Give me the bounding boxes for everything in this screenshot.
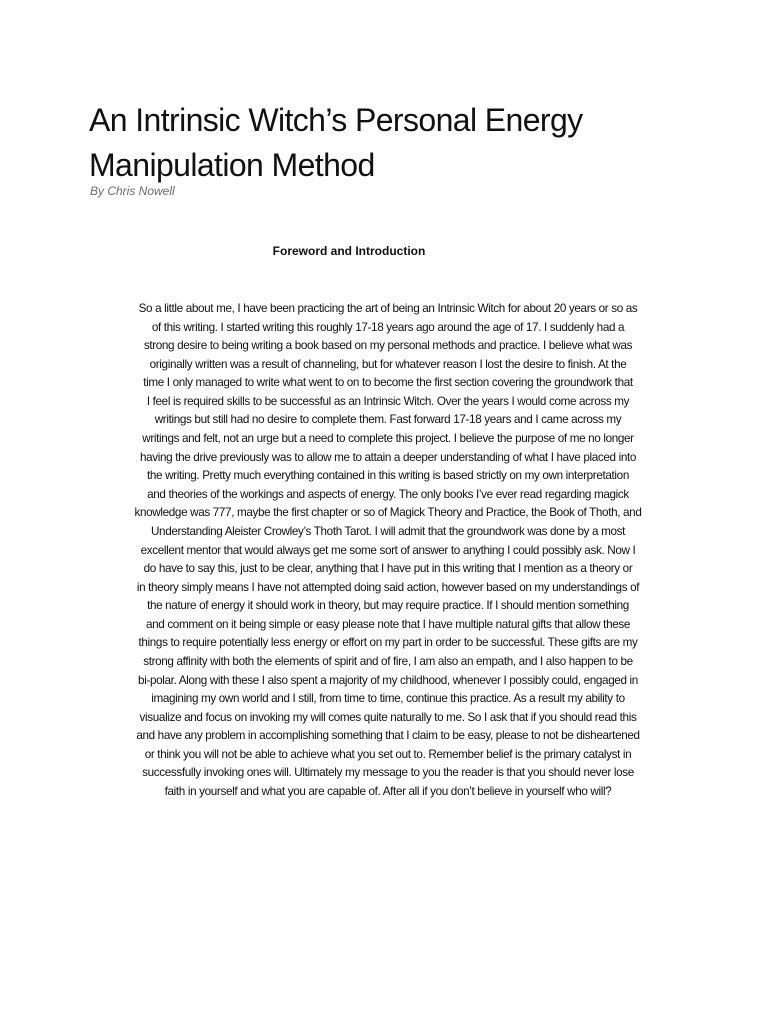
body-line: and have any problem in accomplishing something that I claim to be easy, please to not be disheartened	[136, 729, 640, 743]
document-title-line: Manipulation Method	[89, 147, 375, 183]
body-line: the nature of energy it should work in theory, but may require practice. If I should mention something	[147, 599, 629, 613]
body-line: strong desire to being writing a book based on my personal methods and practice. I believe what was	[143, 339, 633, 353]
body-line: imagining my own world and I still, from time to time, continue this practice. As a result my ability to	[151, 692, 625, 706]
body-line: of this writing. I started writing this roughly 17-18 years ago around the age of 17. I suddenly had a	[151, 320, 625, 334]
author-byline: By Chris Nowell	[90, 184, 175, 198]
body-line: successfully invoking ones will. Ultimately my message to you the reader is that you should never lose	[142, 766, 634, 780]
body-paragraph	[88, 300, 688, 802]
body-line: writings but still had no desire to complete them. Fast forward 17-18 years and I came across my	[154, 413, 622, 427]
body-line: knowledge was 777, maybe the first chapter or so of Magick Theory and Practice, the Book of Thoth, and	[134, 506, 642, 520]
body-line: Understanding Aleister Crowley’s Thoth Tarot. I will admit that the groundwork was done by a most	[150, 524, 626, 538]
body-line: the writing. Pretty much everything contained in this writing is based strictly on my own interpretation	[147, 469, 629, 483]
body-line: faith in yourself and what you are capable of. After all if you don’t believe in yourself who will?	[164, 785, 612, 799]
document-title	[89, 98, 709, 188]
body-line: bi-polar. Along with these I also spent a majority of my childhood, whenever I possibly could, engaged in	[138, 673, 638, 687]
document-title-line: An Intrinsic Witch’s Personal Energy	[89, 102, 583, 138]
body-line: having the drive previously was to allow me to attain a deeper understanding of what I have placed into	[139, 450, 637, 464]
section-heading: Foreword and Introduction	[272, 244, 426, 258]
body-line: strong affinity with both the elements of spirit and of fire, I am also an empath, and I also happen to be	[143, 654, 633, 668]
body-line: or think you will not be able to achieve what you set out to. Remember belief is the primary catalyst in	[144, 747, 632, 761]
body-line: time I only managed to write what went to on to become the first section covering the groundwork that	[143, 376, 633, 390]
body-line: and theories of the workings and aspects of energy. The only books I’ve ever read regarding magick	[147, 487, 629, 501]
body-line: and comment on it being simple or easy please note that I have multiple natural gifts that allow these	[145, 617, 631, 631]
body-line: So a little about me, I have been practicing the art of being an Intrinsic Witch for about 20 years or so as	[138, 302, 638, 315]
body-line: things to require potentially less energy or effort on my part in order to be successful. These gifts are my	[138, 636, 638, 650]
body-line: I feel is required skills to be successful as an Intrinsic Witch. Over the years I would come across my	[146, 394, 630, 408]
body-line: visualize and focus on invoking my will comes quite naturally to me. So I ask that if you should read this	[139, 710, 637, 724]
body-line: do have to say this, just to be clear, anything that I have put in this writing that I mention as a theory or	[143, 562, 633, 576]
body-line: in theory simply means I have not attempted doing said action, however based on my understandings of	[136, 580, 640, 594]
body-line: writings and felt, not an urge but a need to complete this project. I believe the purpose of me no longer	[142, 432, 634, 446]
body-line: originally written was a result of channeling, but for whatever reason I lost the desire to finish. At the	[149, 357, 627, 371]
body-line: excellent mentor that would always get me some sort of answer to anything I could possibly ask. Now I	[140, 543, 636, 557]
